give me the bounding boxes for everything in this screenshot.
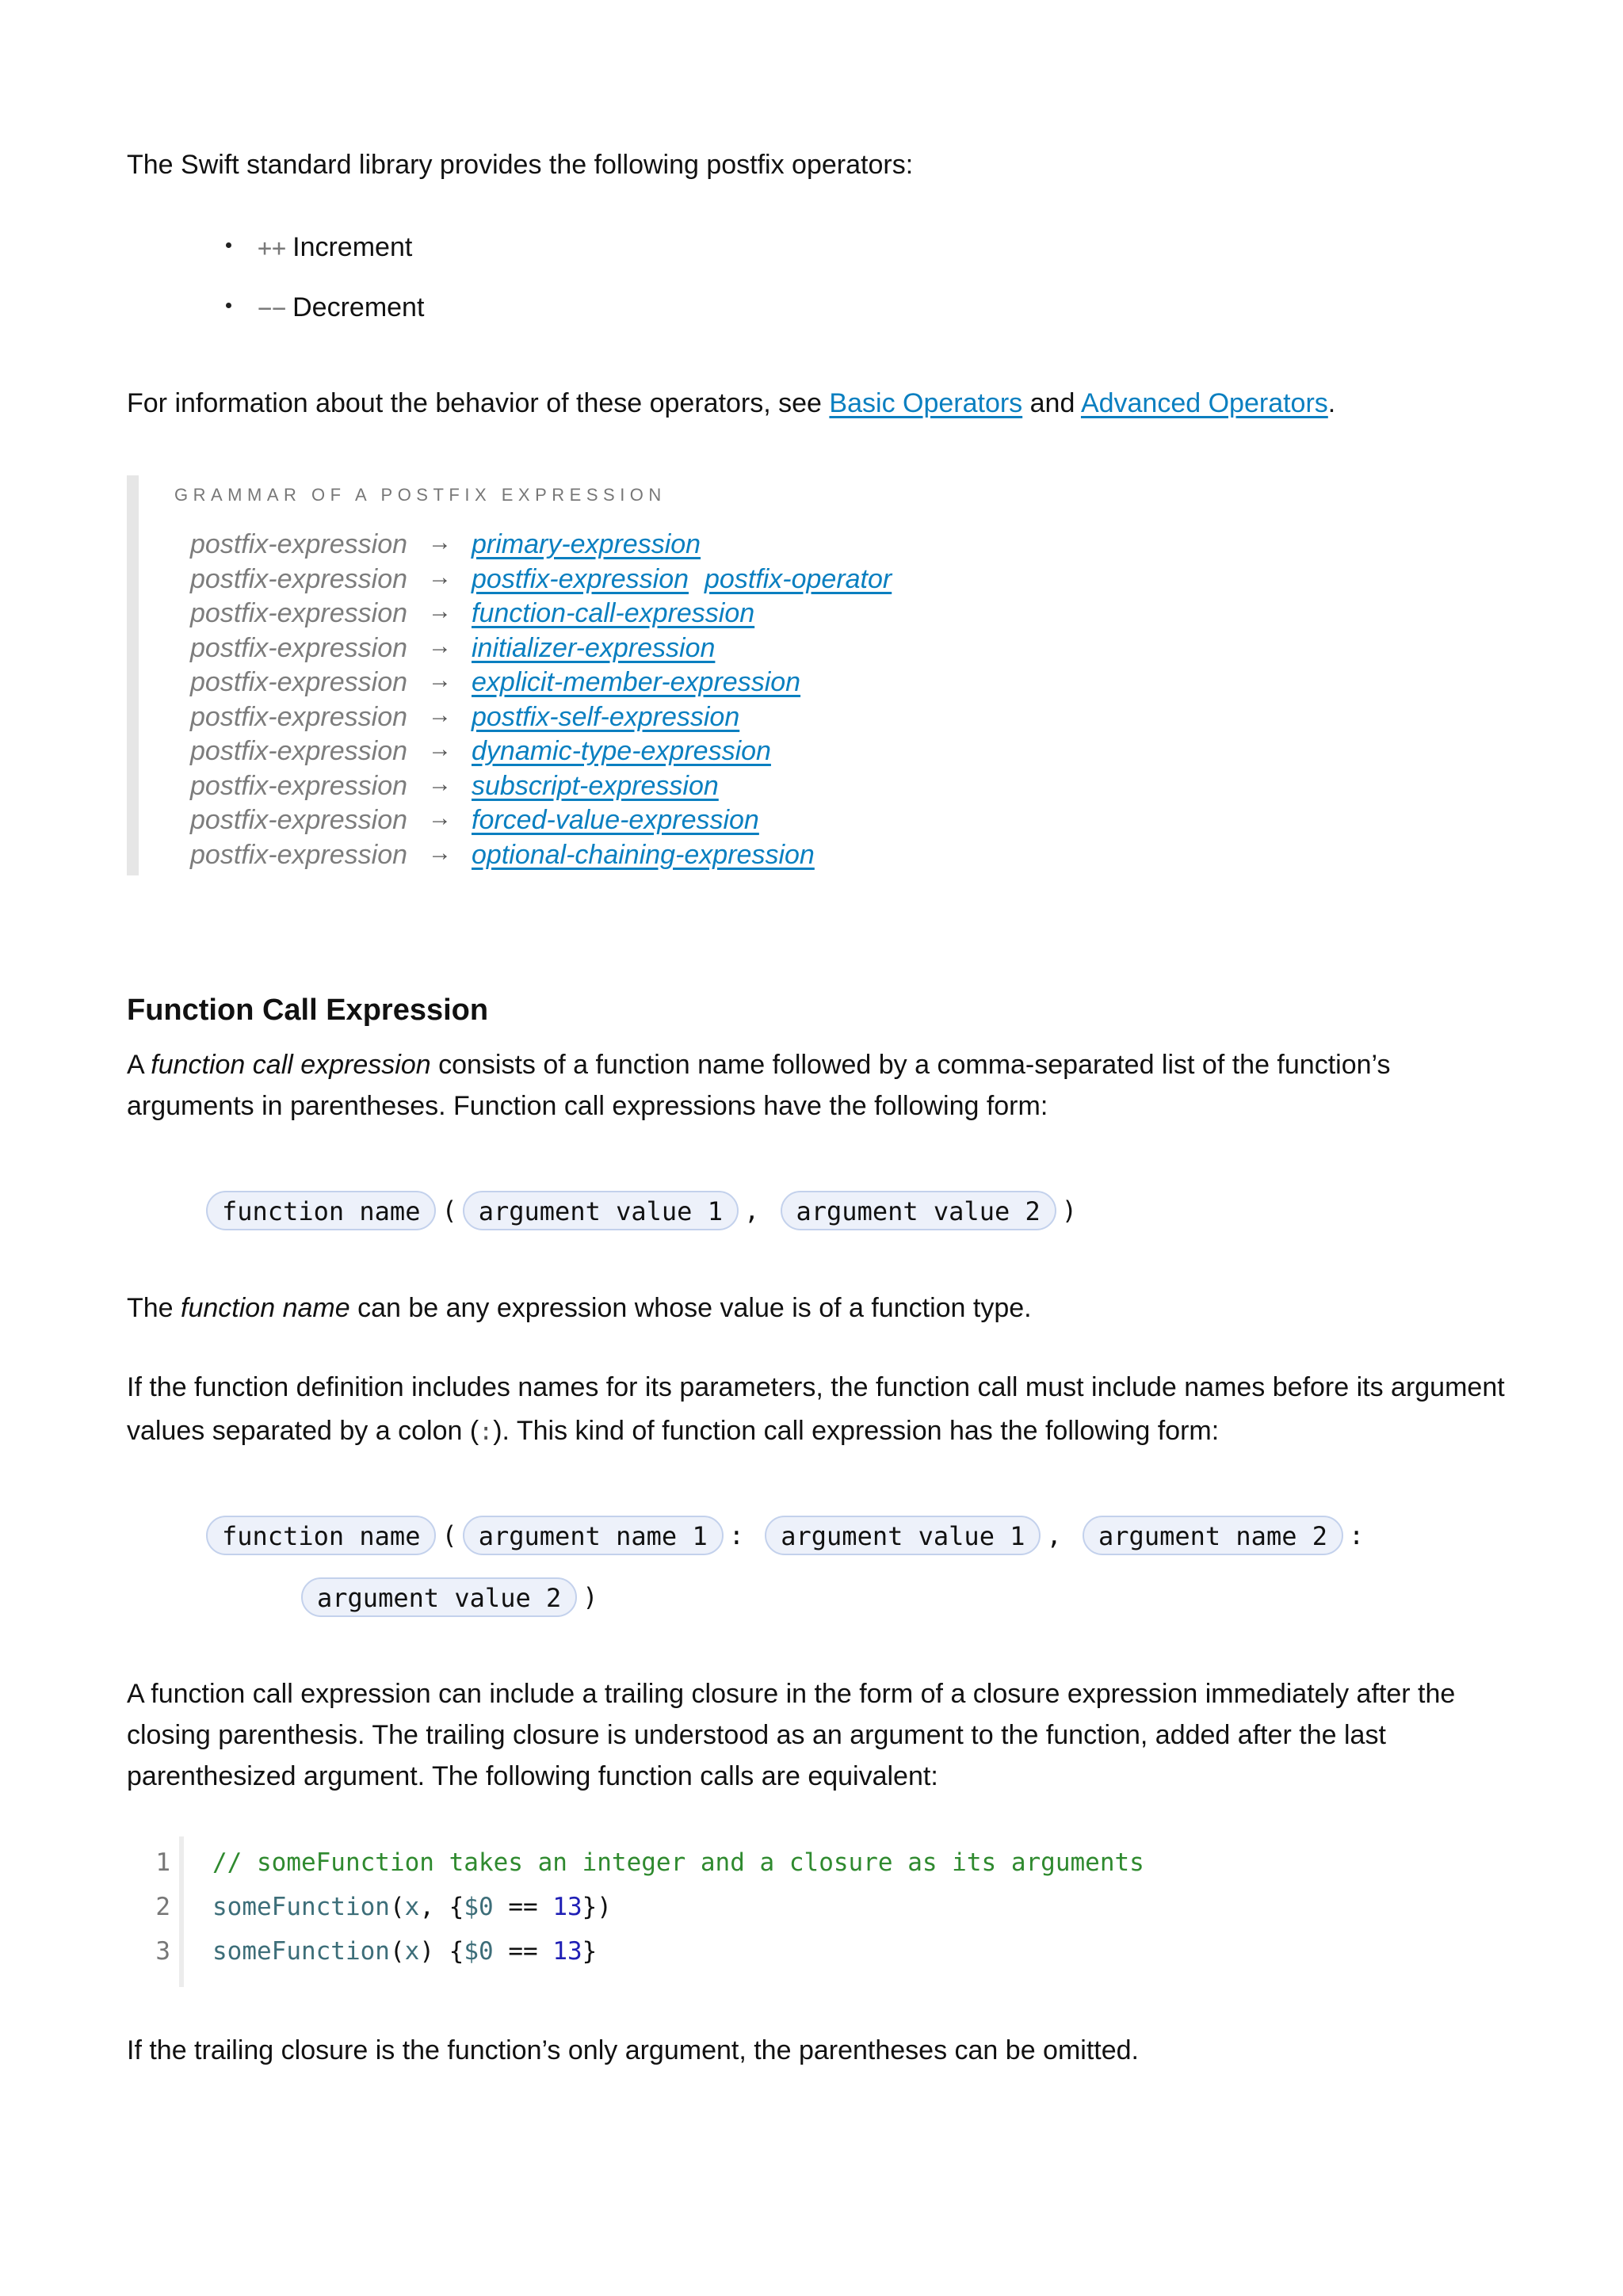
comma: , [1046,1520,1062,1550]
bullet-icon [226,303,231,308]
colon: : [728,1520,744,1550]
grammar-link[interactable]: dynamic-type-expression [472,736,771,766]
placeholder-argument-name: argument name 1 [463,1516,724,1555]
grammar-link[interactable]: postfix-operator [705,563,892,594]
open-paren: ( [441,1520,457,1550]
code-function: someFunction [212,1893,390,1921]
bullet-icon [226,242,231,248]
arrow-icon: → [428,667,452,693]
placeholder-argument-value: argument value 2 [301,1577,577,1617]
line-number: 1 [155,1848,170,1877]
info-text: For information about the behavior of these operators, see [127,388,830,418]
grammar-nonterminal: postfix-expression [190,598,408,628]
code-gutter-rule [179,1836,184,1987]
arrow-icon: → [428,839,452,866]
grammar-production [472,736,787,767]
code-text: someFunction(x, {$0 == 13}) [212,1893,612,1921]
syntax-form-2-continued [299,1575,601,1618]
function-call-paragraph [127,1044,1390,1085]
text: ). This kind of function call expression has the following form: [493,1416,1220,1446]
grammar-link[interactable]: forced-value-expression [472,805,759,835]
grammar-nonterminal: postfix-expression [190,529,408,559]
placeholder-function-name: function name [206,1516,436,1555]
grammar-nonterminal: postfix-expression [190,805,408,835]
grammar-nonterminal: postfix-expression [190,839,408,870]
open-paren: ( [441,1196,457,1226]
arrow-icon: → [428,598,452,624]
grammar-production [472,529,716,560]
colon-code: : [479,1418,494,1446]
grammar-nonterminal: postfix-expression [190,736,408,766]
section-heading: Function Call Expression [127,994,489,1027]
arrow-icon: → [428,805,452,831]
grammar-link[interactable]: optional-chaining-expression [472,839,815,870]
close-paren: ) [1061,1196,1078,1226]
text: A [127,1050,151,1080]
grammar-box [127,475,919,875]
code-operator: == [508,1893,538,1921]
arrow-icon: → [428,736,452,762]
info-text: and [1022,388,1081,418]
term-emphasis: function name [181,1293,350,1323]
grammar-production [472,702,755,733]
text: consists of a function name followed by a comma-separated list of the function’s [430,1050,1391,1080]
grammar-link[interactable]: primary-expression [472,529,701,559]
grammar-link[interactable]: subscript-expression [472,770,719,801]
grammar-link[interactable]: postfix-self-expression [472,701,740,732]
grammar-nonterminal: postfix-expression [190,563,408,594]
grammar-nonterminal: postfix-expression [190,701,408,732]
basic-operators-link[interactable]: Basic Operators [829,388,1023,418]
grammar-link[interactable]: function-call-expression [472,598,755,628]
text: values separated by a colon ( [127,1416,479,1446]
code-number: 13 [552,1937,582,1966]
arrow-icon: → [428,529,452,555]
text: can be any expression whose value is of a function type. [349,1293,1032,1323]
grammar-production [472,667,816,698]
grammar-production [472,598,770,629]
grammar-sidebar-rule [127,475,139,875]
line-number: 3 [155,1937,170,1966]
code-operator: == [508,1937,538,1966]
argument-names-paragraph-line2 [127,1410,1219,1453]
only-argument-paragraph: If the trailing closure is the function’s only argument, the parentheses can be omitted. [127,2035,1139,2065]
placeholder-argument-value: argument value 1 [765,1516,1041,1555]
grammar-production [472,805,775,836]
grammar-title: GRAMMAR OF A POSTFIX EXPRESSION [174,485,666,505]
trailing-closure-paragraph-line3: parenthesized argument. The following function calls are equivalent: [127,1761,938,1791]
function-name-paragraph [127,1287,1032,1329]
code-identifier: $0 [464,1937,494,1966]
placeholder-argument-value: argument value 2 [781,1191,1056,1230]
grammar-link[interactable]: initializer-expression [472,632,716,663]
info-text: . [1327,388,1336,418]
grammar-nonterminal: postfix-expression [190,770,408,801]
grammar-production [472,840,831,871]
placeholder-argument-name: argument name 2 [1083,1516,1343,1555]
code-identifier: $0 [464,1893,494,1921]
info-paragraph [127,383,1335,424]
grammar-production [472,633,731,664]
comma: , [743,1196,760,1226]
code-number: 13 [552,1893,582,1921]
placeholder-argument-value: argument value 1 [463,1191,739,1230]
code-function: someFunction [212,1937,390,1966]
operator-symbol: −− [258,295,287,322]
code-identifier: x [404,1893,420,1921]
code-comment: // someFunction takes an integer and a closure as its arguments [212,1848,1144,1877]
text: The [127,1293,181,1323]
operator-label: Decrement [292,292,425,322]
intro-paragraph: The Swift standard library provides the following postfix operators: [127,150,914,180]
placeholder-function-name: function name [206,1191,436,1230]
operator-symbol: ++ [258,235,287,262]
grammar-link[interactable]: explicit-member-expression [472,667,801,697]
trailing-closure-paragraph: A function call expression can include a trailing closure in the form of a closure expression immediately after the [127,1679,1456,1709]
argument-names-paragraph: If the function definition includes names for its parameters, the function call must include names before its argument [127,1372,1505,1402]
colon: : [1349,1520,1365,1550]
arrow-icon: → [428,632,452,659]
arrow-icon: → [428,770,452,797]
arrow-icon: → [428,701,452,728]
operator-label: Increment [292,232,413,262]
grammar-nonterminal: postfix-expression [190,632,408,663]
grammar-link[interactable]: postfix-expression [472,563,689,594]
grammar-nonterminal: postfix-expression [190,667,408,697]
close-paren: ) [582,1582,598,1612]
grammar-production [472,564,907,595]
grammar-production [472,771,735,802]
code-identifier: x [404,1937,420,1966]
function-call-paragraph-line2: arguments in parentheses. Function call expressions have the following form: [127,1091,1048,1121]
code-text: someFunction(x) {$0 == 13} [212,1937,598,1966]
code-block [127,1836,1144,1987]
syntax-form-2 [204,1513,1367,1556]
term-emphasis: function call expression [151,1050,431,1080]
advanced-operators-link[interactable]: Advanced Operators [1080,388,1328,418]
arrow-icon: → [428,563,452,590]
syntax-form-1 [204,1188,1080,1231]
line-number: 2 [155,1893,170,1921]
trailing-closure-paragraph-line2: closing parenthesis. The trailing closure is understood as an argument to the function, added after the last [127,1720,1386,1750]
